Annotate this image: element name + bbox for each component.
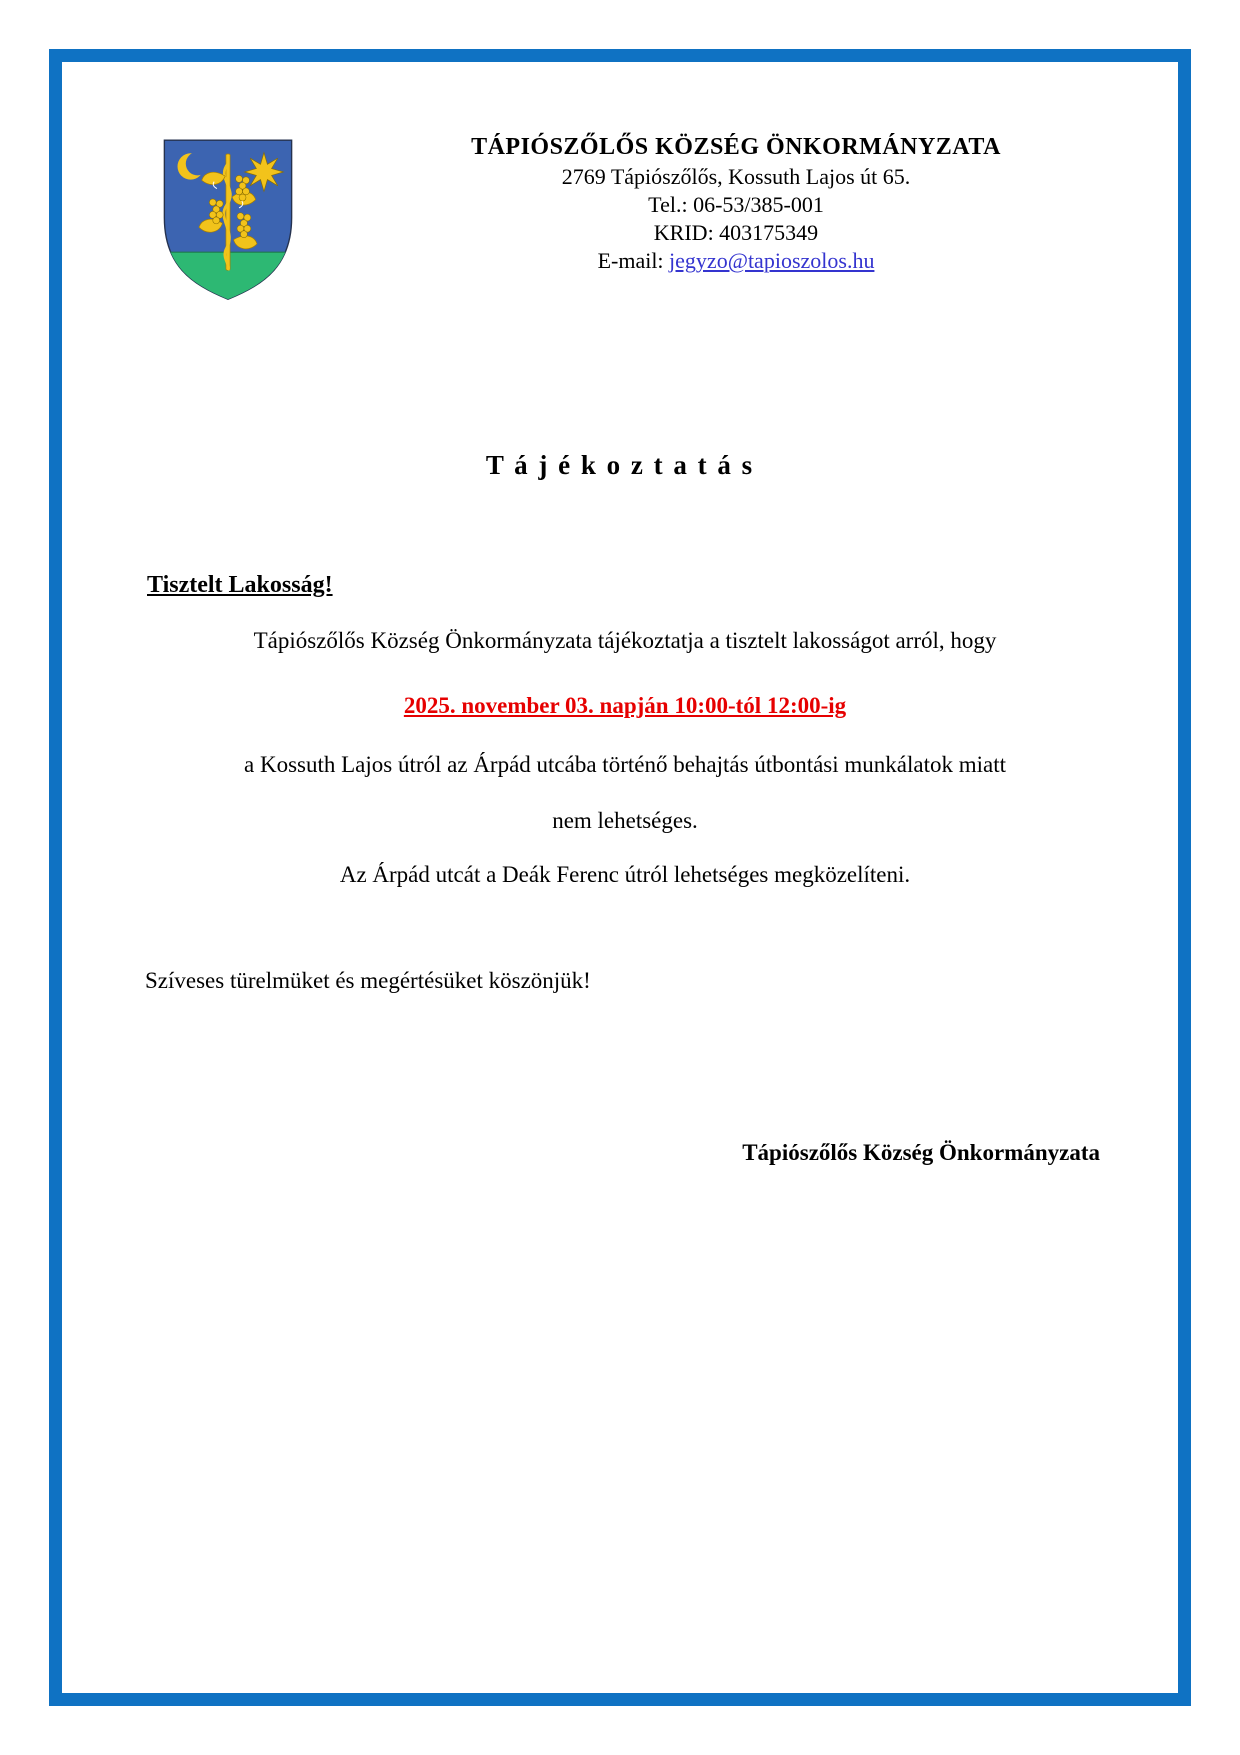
coat-of-arms-svg [158, 136, 298, 302]
municipality-coat-of-arms-icon [158, 136, 298, 302]
closing-line: Szíveses türelmüket és megértésüket köszönjük! [145, 968, 591, 993]
org-krid: KRID: 403175349 [653, 220, 819, 245]
org-name: TÁPIÓSZŐLŐS KÖZSÉG ÖNKORMÁNYZATA [471, 134, 1001, 160]
salutation: Tisztelt Lakosság! [147, 572, 333, 598]
org-phone: Tel.: 06-53/385-001 [648, 192, 824, 217]
paragraph-intro: Tápiószőlős Község Önkormányzata tájékoztatja a tisztelt lakosságot arról, hogy [253, 628, 997, 653]
paragraph-not-possible: nem lehetséges. [552, 808, 698, 833]
document-title: T á j é k o z t a t á s [485, 450, 755, 480]
org-address: 2769 Tápiószőlős, Kossuth Lajos út 65. [561, 164, 911, 189]
email-label: E-mail: [597, 248, 670, 273]
signature: Tápiószőlős Község Önkormányzata [742, 1140, 1100, 1165]
email-link[interactable]: jegyzo@tapioszolos.hu [669, 248, 875, 273]
star-icon [245, 153, 284, 192]
letterhead [430, 131, 1042, 275]
date-highlight: 2025. november 03. napján 10:00-tól 12:00-ig [403, 693, 847, 718]
paragraph-restriction: a Kossuth Lajos útról az Árpád utcába történő behajtás útbontási munkálatok miatt [244, 752, 1006, 777]
org-email-line [430, 247, 1042, 275]
paragraph-alternative: Az Árpád utcát a Deák Ferenc útról lehetséges megközelíteni. [339, 862, 911, 887]
